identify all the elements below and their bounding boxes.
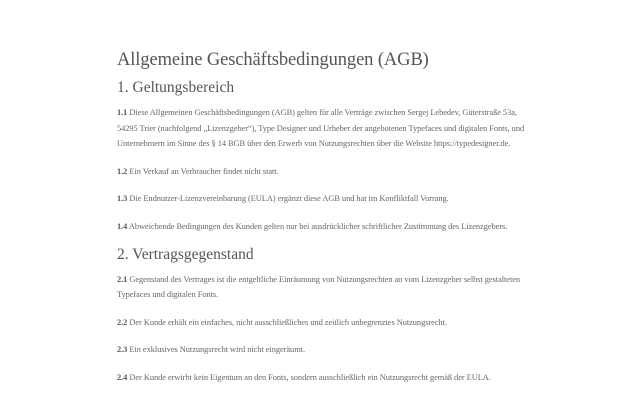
paragraph-2-4	[117, 370, 527, 386]
paragraph-1-2	[117, 164, 527, 180]
paragraph-number: 2.4	[117, 372, 128, 382]
paragraph-text: Diese Allgemeinen Geschäftsbedingungen (AGB) gelten für alle Verträge zwischen Sergej Lebedev, Güterstraße 53a, 54295 Trier (nachfolgend „Lizenzgeber“), Type Designer und Urheber der angebotenen Typefaces und digitalen Fonts, und Unternehmern im Sinne des § 14 BGB über den Erwerb von Nutzungsrechten über die Website https://typedesigner.de.	[117, 108, 525, 149]
paragraph-number: 1.2	[117, 166, 128, 176]
paragraph-text: Der Kunde erwirbt kein Eigentum an den Fonts, sondern ausschließlich ein Nutzungsrecht gemäß der EULA.	[129, 372, 491, 382]
paragraph-number: 1.1	[117, 108, 128, 117]
paragraph-text: Der Kunde erhält ein einfaches, nicht ausschließliches und zeitlich unbegrenztes Nutzungsrecht.	[129, 317, 447, 327]
paragraph-2-3	[117, 342, 527, 358]
paragraph-text: Abweichende Bedingungen des Kunden gelten nur bei ausdrücklicher schriftlicher Zustimmung des Lizenzgebers.	[128, 221, 508, 231]
paragraph-1-4	[117, 219, 527, 235]
section-heading-geltungsbereich: 1. Geltungsbereich	[117, 79, 235, 96]
agb-document	[117, 48, 527, 386]
paragraph-2-2	[117, 315, 527, 331]
paragraph-number: 2.2	[117, 317, 128, 327]
paragraph-1-1	[117, 105, 527, 152]
section-heading-vertragsgegenstand: 2. Vertragsgegenstand	[117, 245, 254, 263]
paragraph-number: 1.3	[117, 194, 128, 204]
paragraph-text: Ein exklusives Nutzungsrecht wird nicht eingeräumt.	[129, 345, 305, 355]
paragraph-number: 1.4	[117, 221, 128, 231]
paragraph-2-1	[117, 272, 527, 303]
paragraph-text: Die Endnutzer-Lizenzvereinbarung (EULA) ergänzt diese AGB und hat im Konfliktfall Vorrang.	[129, 194, 449, 204]
page-title: Allgemeine Geschäftsbedingungen (AGB)	[117, 50, 429, 70]
paragraph-number: 2.3	[117, 345, 128, 355]
paragraph-number: 2.1	[117, 274, 128, 284]
paragraph-1-3	[117, 191, 527, 207]
paragraph-text: Ein Verkauf an Verbraucher findet nicht statt.	[129, 166, 279, 176]
paragraph-text: Gegenstand des Vertrages ist die entgeltliche Einräumung von Nutzungsrechten an vom Lizenzgeber selbst gestalteten Typefaces und digitalen Fonts.	[117, 274, 521, 300]
